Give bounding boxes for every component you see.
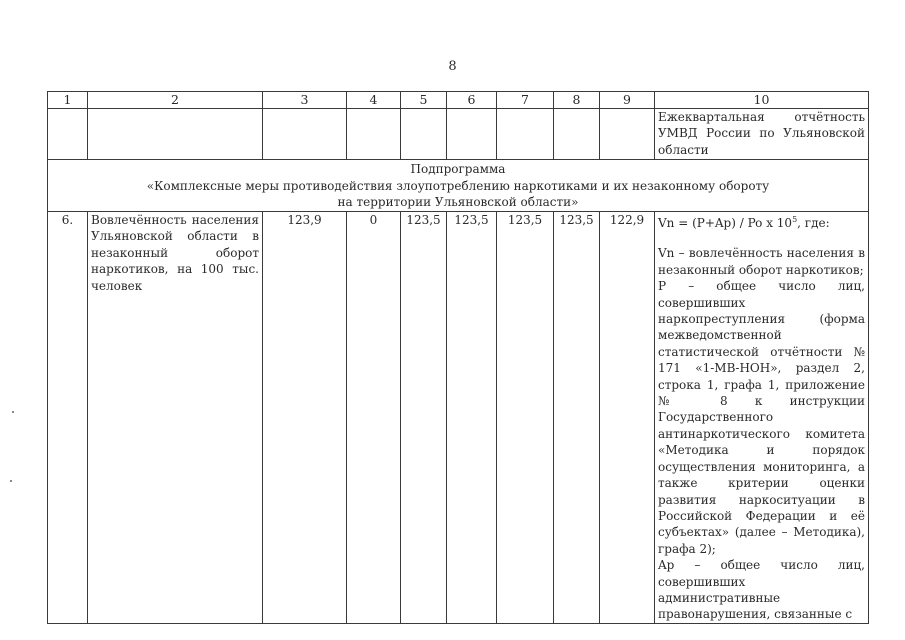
value-col9: 122,9	[600, 212, 655, 624]
subprogram-row	[48, 160, 869, 212]
value-col6: 123,5	[447, 212, 497, 624]
empty-cell	[88, 109, 263, 160]
value-col7: 123,5	[497, 212, 554, 624]
empty-cell	[497, 109, 554, 160]
value-col4: 0	[347, 212, 401, 624]
vn-definition: Vn – вовлечённость населения в незаконный оборот наркотиков;	[658, 246, 865, 277]
col-header-7: 7	[497, 92, 554, 109]
col-header-4: 4	[347, 92, 401, 109]
value-col5: 123,5	[401, 212, 447, 624]
col-header-2: 2	[88, 92, 263, 109]
value-col3: 123,9	[263, 212, 347, 624]
subprogram-name-line1: «Комплексные меры противодействия злоупотреблению наркотиками и их незаконному обороту	[146, 178, 770, 193]
source-cell: Ежеквартальная отчётность УМВД России по Ульяновской области	[655, 109, 869, 160]
col-header-5: 5	[401, 92, 447, 109]
empty-cell	[48, 109, 88, 160]
row-number: 6.	[48, 212, 88, 624]
col-header-10: 10	[655, 92, 869, 109]
table-row	[48, 212, 869, 624]
scan-speck	[12, 411, 14, 413]
method-cell	[655, 212, 869, 624]
subprogram-name-line2: на территории Ульяновской области»	[337, 195, 579, 209]
column-number-row	[48, 92, 869, 109]
subprogram-title	[48, 160, 869, 212]
col-header-1: 1	[48, 92, 88, 109]
empty-cell	[401, 109, 447, 160]
indicator-name: Вовлечённость населения Ульяновской области в незаконный оборот наркотиков, на 100 тыс. человек	[88, 212, 263, 624]
source-row	[48, 109, 869, 160]
empty-cell	[447, 109, 497, 160]
p-definition: P – общее число лиц, совершивших наркопреступления (форма межведомственной статистической отчётности № 171 «1-МВ-НОН», раздел 2, строка 1, графа 1, приложение № 8 к инструкции Государственного антинаркотического комитета «Методика и порядок осуществления мониторинга, а также критерии оценки развития наркоситуации в Российской Федерации и её субъектах» (далее – Методика), графа 2);	[658, 279, 865, 556]
col-header-6: 6	[447, 92, 497, 109]
col-header-8: 8	[554, 92, 600, 109]
spacer	[658, 231, 865, 245]
value-col8: 123,5	[554, 212, 600, 624]
indicators-table	[47, 91, 869, 624]
formula	[658, 212, 865, 231]
formula-text: Vn = (P+Ap) / Po x 10	[658, 216, 793, 230]
empty-cell	[347, 109, 401, 160]
empty-cell	[554, 109, 600, 160]
empty-cell	[263, 109, 347, 160]
page-number: 8	[448, 59, 457, 74]
formula-suffix: , где:	[797, 216, 830, 230]
scan-speck	[10, 480, 12, 482]
col-header-9: 9	[600, 92, 655, 109]
subprogram-label: Подпрограмма	[410, 162, 506, 176]
formula-exponent: 5	[792, 215, 798, 224]
empty-cell	[600, 109, 655, 160]
ap-definition: Ap – общее число лиц, совершивших административные правонарушения, связанные с	[658, 558, 865, 622]
col-header-3: 3	[263, 92, 347, 109]
